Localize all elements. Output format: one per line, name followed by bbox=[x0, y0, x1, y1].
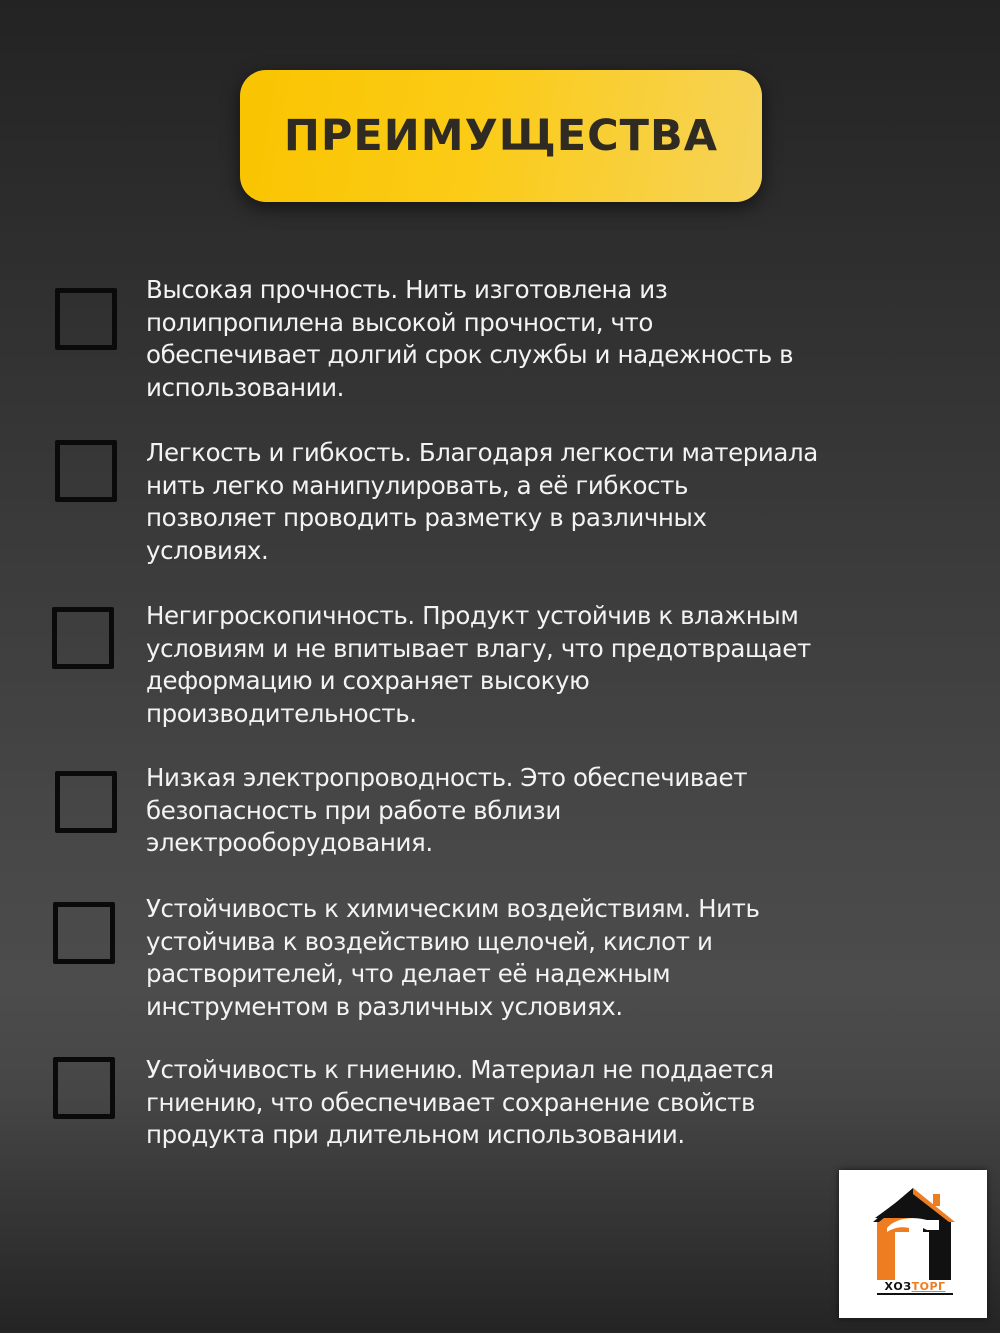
title-badge bbox=[240, 70, 762, 202]
advantage-text bbox=[146, 1054, 916, 1152]
checkbox-icon bbox=[55, 771, 117, 833]
checkbox-icon bbox=[55, 440, 117, 502]
text-line: производительность. bbox=[146, 698, 417, 728]
checkbox-icon bbox=[53, 902, 115, 964]
checkbox-icon bbox=[55, 288, 117, 350]
text-line: Низкая электропроводность. Это обеспечивает bbox=[146, 763, 748, 792]
text-line: Негигроскопичность. Продукт устойчив к влажным bbox=[146, 601, 799, 630]
page-title: ПРЕИМУЩЕСТВА bbox=[283, 111, 719, 161]
text-line: Высокая прочность. Нить изготовлена из bbox=[146, 275, 668, 304]
logo-text-part2: ТОРГ bbox=[911, 1280, 946, 1293]
text-line: Устойчивость к гниению. Материал не поддается bbox=[146, 1055, 774, 1084]
advantage-text bbox=[146, 600, 916, 730]
logo-text-part1: ХОЗ bbox=[884, 1280, 912, 1293]
house-hammer-icon bbox=[839, 1170, 987, 1318]
text-line: полипропилена высокой прочности, что bbox=[146, 307, 654, 337]
text-line: деформацию и сохраняет высокую bbox=[146, 666, 590, 695]
advantage-text bbox=[146, 762, 916, 860]
text-line: безопасность при работе вблизи bbox=[146, 795, 561, 825]
logo-wordmark bbox=[877, 1280, 953, 1295]
checkbox-icon bbox=[52, 607, 114, 669]
text-line: Легкость и гибкость. Благодаря легкости материала bbox=[146, 438, 818, 467]
advantage-text bbox=[146, 437, 916, 567]
text-line: растворителей, что делает её надежным bbox=[146, 959, 671, 988]
text-line: условиях. bbox=[146, 535, 269, 565]
text-line: Устойчивость к химическим воздействиям. Нить bbox=[146, 894, 760, 923]
advantage-text bbox=[146, 274, 916, 404]
text-line: электрооборудования. bbox=[146, 828, 433, 857]
text-line: нить легко манипулировать, а её гибкость bbox=[146, 470, 689, 500]
text-line: использовании. bbox=[146, 372, 345, 402]
text-line: обеспечивает долгий срок службы и надежность в bbox=[146, 340, 794, 369]
text-line: устойчива к воздействию щелочей, кислот и bbox=[146, 926, 713, 956]
text-line: условиям и не впитывает влагу, что предотвращает bbox=[146, 633, 811, 663]
text-line: инструментом в различных условиях. bbox=[146, 991, 623, 1021]
advantage-text bbox=[146, 893, 916, 1023]
brand-logo bbox=[839, 1170, 987, 1318]
text-line: позволяет проводить разметку в различных bbox=[146, 503, 707, 532]
text-line: продукта при длительном использовании. bbox=[146, 1120, 685, 1149]
checkbox-icon bbox=[53, 1057, 115, 1119]
text-line: гниению, что обеспечивает сохранение свойств bbox=[146, 1087, 756, 1117]
